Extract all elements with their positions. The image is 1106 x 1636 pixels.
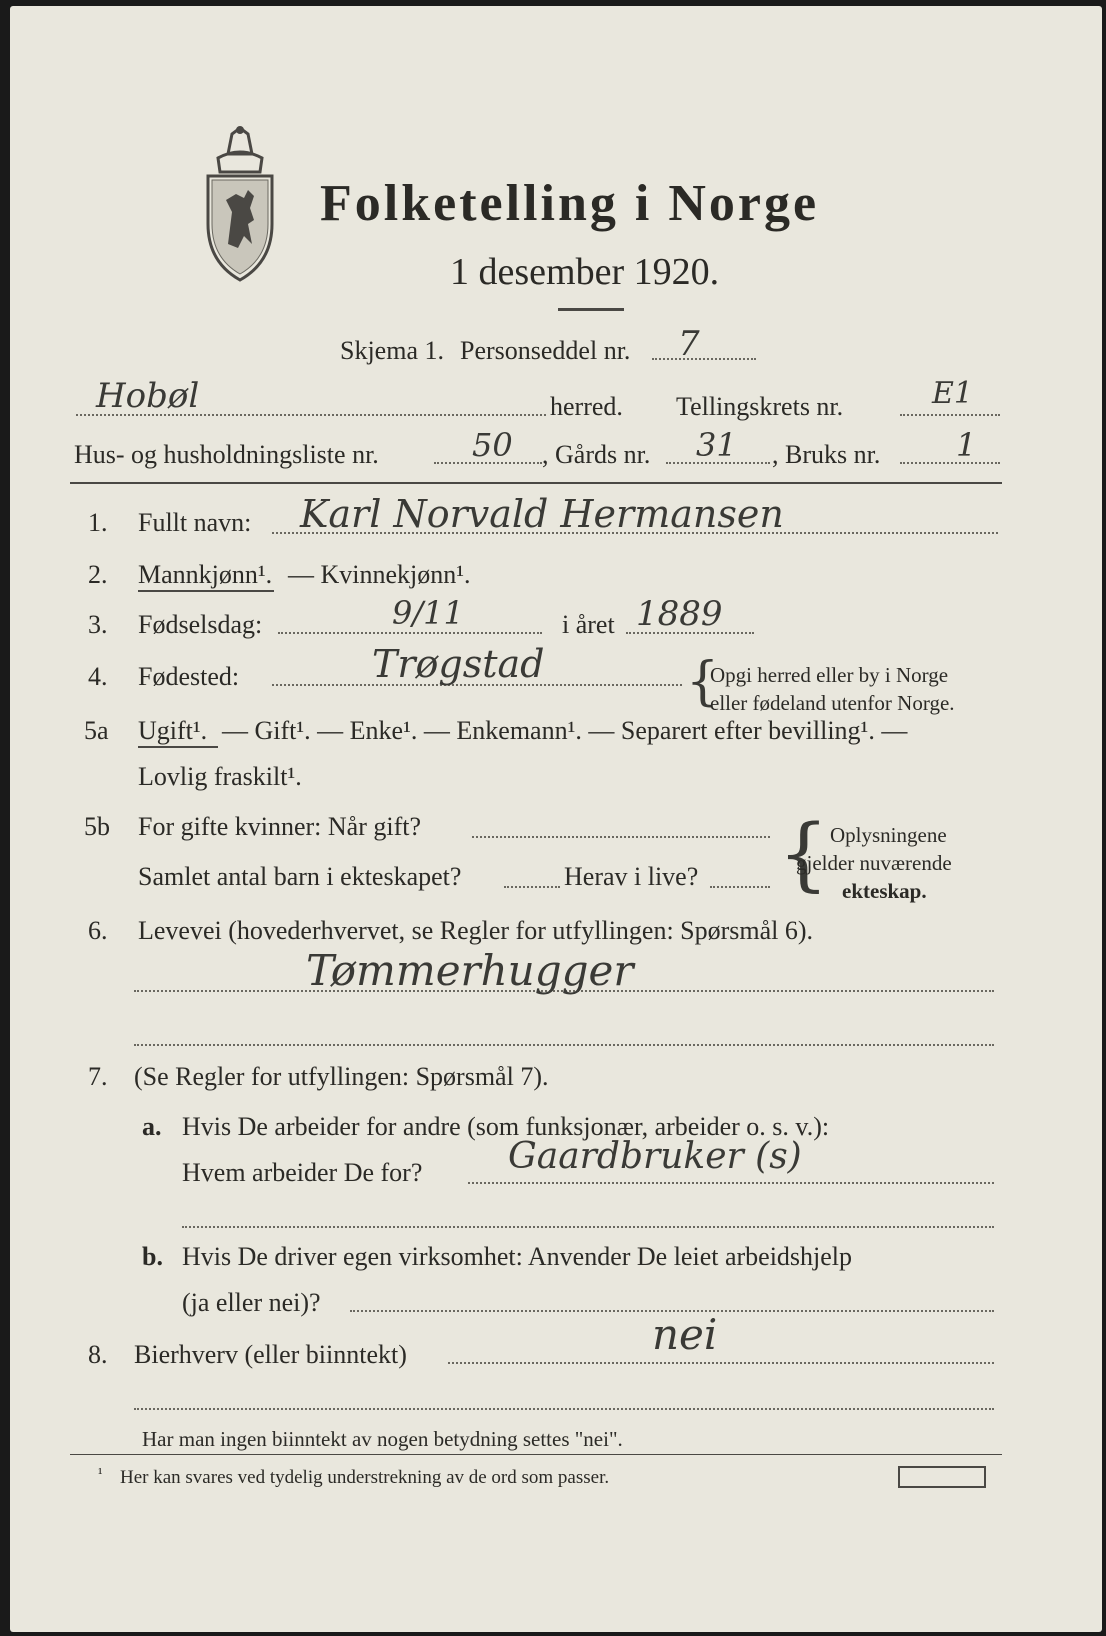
q5b-children-label: Samlet antal barn i ekteskapet? [138, 862, 462, 891]
q1-label: Fullt navn: [138, 508, 252, 537]
q2-female-option: — Kvinnekjønn¹. [288, 560, 471, 589]
q5a-unmarried-option: Ugift¹. [138, 716, 208, 745]
printer-stamp [898, 1466, 986, 1488]
husliste-value: 50 [472, 426, 513, 464]
coat-of-arms-emblem [198, 124, 282, 284]
q3-year-label: i året [562, 610, 615, 639]
q5b-number: 5b [84, 812, 110, 841]
census-date: 1 desember 1920. [450, 251, 720, 293]
gards-value: 31 [696, 426, 737, 464]
q3-label: Fødselsdag: [138, 610, 263, 639]
q7-label: (Se Regler for utfyllingen: Spørsmål 7). [134, 1062, 549, 1091]
census-form-page [10, 6, 1102, 1632]
q3-birthday-value: 9/11 [392, 594, 464, 632]
tellingskrets-label: Tellingskrets nr. [676, 392, 844, 421]
q8-label: Bierhverv (eller biinntekt) [134, 1340, 407, 1369]
q7b-letter: b. [142, 1242, 163, 1271]
footer-separator [70, 1454, 1002, 1455]
q3-year-value: 1889 [636, 594, 723, 634]
q7a-line2 [182, 1226, 994, 1228]
q5b-married-when-label: For gifte kvinner: Når gift? [138, 812, 422, 841]
husliste-label: Hus- og husholdningsliste nr. [74, 440, 379, 469]
footnote-marker: ¹ [98, 1466, 103, 1482]
gards-label: , Gårds nr. [542, 440, 651, 469]
tellingskrets-value: E1 [932, 376, 973, 411]
bruks-label: , Bruks nr. [772, 440, 881, 469]
q8-number: 8. [88, 1340, 108, 1369]
q7a-letter: a. [142, 1112, 162, 1141]
q5b-alive-line [710, 886, 770, 888]
tellingskrets-line [900, 414, 1000, 416]
q1-number: 1. [88, 508, 108, 537]
q7a-employer-label: Hvem arbeider De for? [182, 1158, 423, 1187]
q4-birthplace-value: Trøgstad [372, 642, 545, 686]
q8-value: nei [652, 1310, 718, 1359]
q7a-line1: Hvis De arbeider for andre (som funksjonær, arbeider o. s. v.): [182, 1112, 830, 1141]
footer-note: Har man ingen biinntekt av nogen betydning settes "nei". [142, 1427, 623, 1451]
q8-line2 [134, 1408, 994, 1410]
q8-line [448, 1362, 994, 1364]
q4-number: 4. [88, 662, 108, 691]
q1-full-name-value: Karl Norvald Hermansen [300, 492, 784, 536]
bruks-value: 1 [956, 426, 977, 464]
q5a-unmarried-underline [138, 746, 218, 748]
q2-male-underline [138, 590, 274, 592]
q5b-note-brace: { [778, 807, 829, 900]
q7b-question-label: (ja eller nei)? [182, 1288, 321, 1317]
q2-male-option: Mannkjønn¹. [138, 560, 273, 589]
schema-label: Skjema 1. [340, 336, 444, 365]
q4-note-line1: Opgi herred eller by i Norge [710, 663, 949, 687]
q7a-employer-value: Gaardbruker (s) [508, 1136, 802, 1177]
q5b-children-line [504, 886, 560, 888]
personseddel-line [652, 358, 756, 360]
q6-label: Levevei (hovederhvervet, se Regler for utfyllingen: Spørsmål 6). [138, 916, 814, 945]
q5a-divorced-option: Lovlig fraskilt¹. [138, 762, 302, 791]
herred-label: herred. [550, 392, 623, 421]
q5b-note-line3: ekteskap. [842, 879, 927, 903]
title-divider [558, 308, 624, 311]
q5b-note-line2: gjelder nuværende [796, 851, 952, 875]
q5b-note-line1: Oplysningene [830, 823, 947, 847]
personseddel-value: 7 [678, 324, 700, 364]
q4-note-brace: { [686, 652, 720, 712]
q3-day-line [278, 632, 542, 634]
q6-number: 6. [88, 916, 108, 945]
q2-number: 2. [88, 560, 108, 589]
q6-line2 [134, 1044, 994, 1046]
q3-number: 3. [88, 610, 108, 639]
q7-number: 7. [88, 1062, 108, 1091]
bruks-line [900, 462, 1000, 464]
header-separator [70, 482, 1002, 484]
herred-value: Hobøl [96, 376, 200, 416]
q4-note-line2: eller fødeland utenfor Norge. [710, 691, 955, 715]
q5b-alive-label: Herav i live? [564, 862, 699, 891]
q7b-line1: Hvis De driver egen virksomhet: Anvender De leiet arbeidshjelp [182, 1242, 853, 1271]
q5a-number: 5a [84, 716, 109, 745]
q5b-married-when-line [472, 836, 770, 838]
personseddel-label: Personseddel nr. [460, 336, 631, 365]
footnote-text: Her kan svares ved tydelig understrekning av de ord som passer. [120, 1467, 610, 1488]
q6-occupation-value: Tømmerhugger [306, 946, 634, 995]
q7a-employer-line [468, 1182, 994, 1184]
q5a-other-options: — Gift¹. — Enke¹. — Enkemann¹. — Separert efter bevilling¹. — [222, 716, 908, 745]
form-title: Folketelling i Norge [320, 175, 820, 232]
q4-label: Fødested: [138, 662, 240, 691]
